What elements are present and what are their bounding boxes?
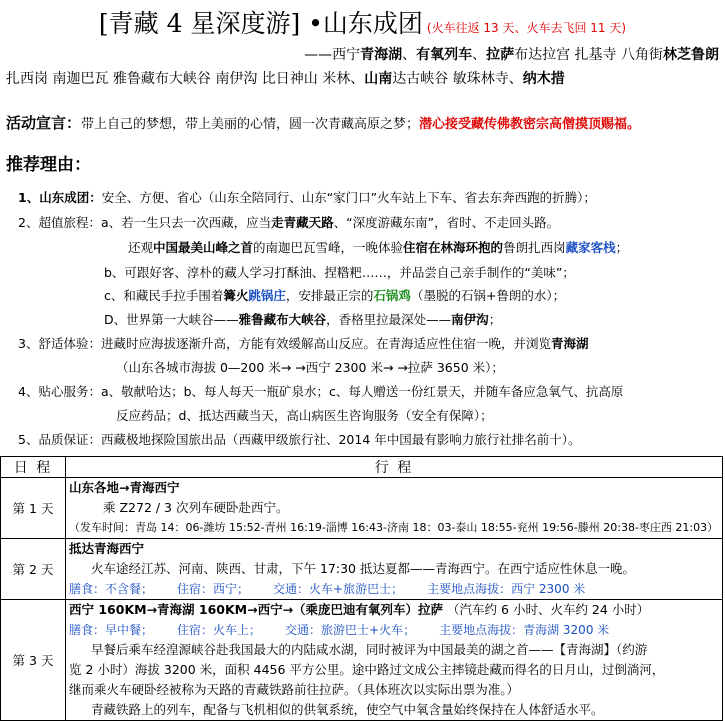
reason-4-cont: 反应药品；d、抵达西藏当天，高山病医生咨询服务（安全有保障）； (116, 408, 493, 423)
reasons-title: 推荐理由： (6, 155, 91, 175)
text-bold: 雅鲁藏布大峡谷 (238, 312, 327, 327)
day-meals (69, 579, 719, 599)
day-paragraph: 继而乘火车硬卧经被称为天路的青藏铁路前往拉萨。（具体班次以实际出票为准。） (69, 682, 520, 697)
day-label: 第 2 天 (1, 539, 66, 600)
reason-3 (18, 334, 588, 352)
lodging-info: 住宿：西宁； (177, 582, 250, 596)
reason-2a (18, 213, 559, 231)
table-row (1, 539, 723, 600)
route-segment: 有氧列车 (416, 47, 473, 63)
day-route: 抵达青海西宁 (69, 541, 145, 556)
header-day: 日 程 (1, 457, 66, 478)
day-meals (69, 620, 719, 640)
reason-5: 5、品质保证：西藏极地探险国旅出品（西藏甲级旅行社、2014 年中国最有影响力旅行社排名前十）。 (18, 432, 581, 447)
day-times: （发车时间：青岛 14：06-潍坊 15:52-青州 16:19-淄博 16:43-济南 18：03-泰山 18:55-兖州 19:56-滕州 20:38-枣庄西 21:03） (69, 521, 719, 534)
reason-2c (104, 286, 565, 304)
reason-2b: b、可跟好客、淳朴的藏人学习打酥油、捏糌粑……，并品尝自己亲手制作的“美味”； (104, 265, 575, 280)
text-blue: 跳锅庄 (248, 288, 286, 303)
altitude-info: 主要地点海拔：西宁 2300 米 (427, 582, 586, 596)
route-text: 西宁 160KM→青海湖 160KM→西宁→（乘庞巴迪有氧列车）拉萨 (69, 602, 444, 617)
reason-3-altitudes: （山东各城市海拔 0—200 米→ →西宁 2300 米→ →拉萨 3650 米）； (116, 360, 504, 375)
route-segment: 山南 (364, 71, 393, 87)
text-blue: 藏家客栈 (565, 240, 616, 255)
motto-text: 带上自己的梦想，带上美丽的心情，圆一次青藏高原之梦； (81, 117, 420, 132)
day-route (69, 600, 719, 620)
route-segment: 林芝鲁朗 (663, 47, 719, 63)
route-segment: 拉萨 (486, 47, 515, 63)
motto-highlight: 潜心接受藏传佛教密宗高僧摸顶赐福。 (419, 117, 641, 132)
motto-label: 活动宣言： (6, 114, 82, 132)
text-bold: 篝火 (223, 288, 249, 303)
route-segment: 纳木措 (522, 71, 565, 87)
route-segment: 达古峡谷 敏珠林寺、 (392, 71, 523, 87)
text-span: 还观 (128, 240, 154, 255)
header-schedule: 行 程 (66, 457, 723, 478)
text-span: （墨脱的石锅+鲁朗的水）； (410, 288, 566, 303)
text-span: ； (488, 312, 502, 327)
text-span: ，安排最正宗的 (285, 288, 374, 303)
reason-1-label: 1、山东成团： (18, 190, 102, 205)
day-paragraph: 览 2 小时）海拔 3200 米，面积 4456 平方公里。途中路过文成公主摔镜赴藏而得名的日月山，过倒淌河， (69, 662, 665, 677)
text-green: 石锅鸡 (373, 288, 411, 303)
text-bold: 走青藏天路 (271, 215, 334, 230)
text-span: c、和藏民手拉手围着 (104, 288, 224, 303)
reason-1-text: 安全、方便、省心（山东全陪同行、山东“家门口”火车站上下车、省去东奔西跑的折腾）； (101, 190, 596, 205)
route-note: （汽车约 6 小时、火车约 24 小时） (447, 602, 650, 617)
day-detail: 火车途经江苏、河南、陕西、甘肃，下午 17:30 抵达夏都——青海西宁。在西宁适应性休息一晚。 (91, 561, 635, 576)
day-label: 第 3 天 (1, 600, 66, 721)
route-segment: ——西宁 (304, 47, 361, 63)
table-row (1, 478, 723, 539)
lodging-info: 住宿：火车上； (177, 623, 262, 637)
transport-info: 交通：火车+旅游巴士； (273, 582, 404, 596)
text-span: D、世界第一大峡谷—— (104, 312, 239, 327)
title-main: [青藏 4 星深度游] •山东成团 (98, 9, 423, 38)
day-label: 第 1 天 (1, 478, 66, 539)
day-paragraph: 早餐后乘车经湟源峡谷赴我国最大的内陆咸水湖，同时被评为中国最美的湖之首——【青海湖】（约游 (91, 642, 648, 657)
day-paragraph: 青藏铁路上的列车，配备与飞机相似的供氧系统，使空气中氧含量始终保持在人体舒适水平。 (91, 702, 604, 717)
day-detail: 乘 Z272 / 3 次列车硬卧赴西宁。 (103, 500, 289, 515)
text-span: 3、舒适体验：进藏时应海拔逐渐升高，方能有效缓解高山反应。在青海适应性住宿一晚，并浏览 (18, 336, 551, 351)
text-span: 、“深度游藏东南”，省时、不走回头路。 (333, 215, 560, 230)
route-segment: 青海湖 (360, 47, 403, 63)
text-bold: 中国最美山峰之首 (153, 240, 254, 255)
table-header-row (1, 457, 723, 478)
route-line-2 (6, 68, 565, 88)
itinerary-table (0, 456, 723, 721)
text-span: 2、超值旅程：a、若一生只去一次西藏，应当 (18, 215, 272, 230)
title-note: (火车往返 13 天、火车去飞回 11 天) (426, 21, 627, 35)
text-span: 的南迦巴瓦雪峰，一晚体验 (253, 240, 404, 255)
reason-2a-cont (128, 238, 628, 256)
reason-4: 4、贴心服务：a、敬献哈达；b、每人每天一瓶矿泉水；c、每人赠送一份红景天，并随车备应急氧气、抗高原 (18, 384, 624, 399)
motto (6, 112, 640, 133)
route-line-1 (304, 44, 719, 64)
text-bold: 南伊沟 (451, 312, 489, 327)
meal-info: 膳食：不含餐； (69, 582, 154, 596)
page-title (0, 4, 725, 40)
text-span: ； (615, 240, 629, 255)
day-route: 山东各地→青海西宁 (69, 480, 180, 495)
text-bold: 青海湖 (550, 336, 589, 351)
reason-2d (104, 310, 501, 328)
altitude-info: 主要地点海拔：青海湖 3200 米 (439, 623, 610, 637)
day-content (66, 600, 723, 721)
transport-info: 交通：旅游巴士+火车； (285, 623, 416, 637)
route-segment: 、 (402, 47, 417, 63)
route-segment: 、 (472, 47, 487, 63)
text-span: 鲁朗扎西岗 (503, 240, 566, 255)
route-segment: 扎西岗 南迦巴瓦 雅鲁藏布大峡谷 南伊沟 比日神山 米林、 (6, 71, 365, 87)
text-bold: 住宿在林海环抱的 (403, 240, 504, 255)
table-row (1, 600, 723, 721)
route-segment: 布达拉宫 扎基寺 八角街 (514, 47, 663, 63)
day-content (66, 539, 723, 600)
reason-1 (18, 188, 596, 206)
text-span: ，香格里拉最深处—— (326, 312, 452, 327)
day-content (66, 478, 723, 539)
meal-info: 膳食：早中餐； (69, 623, 154, 637)
